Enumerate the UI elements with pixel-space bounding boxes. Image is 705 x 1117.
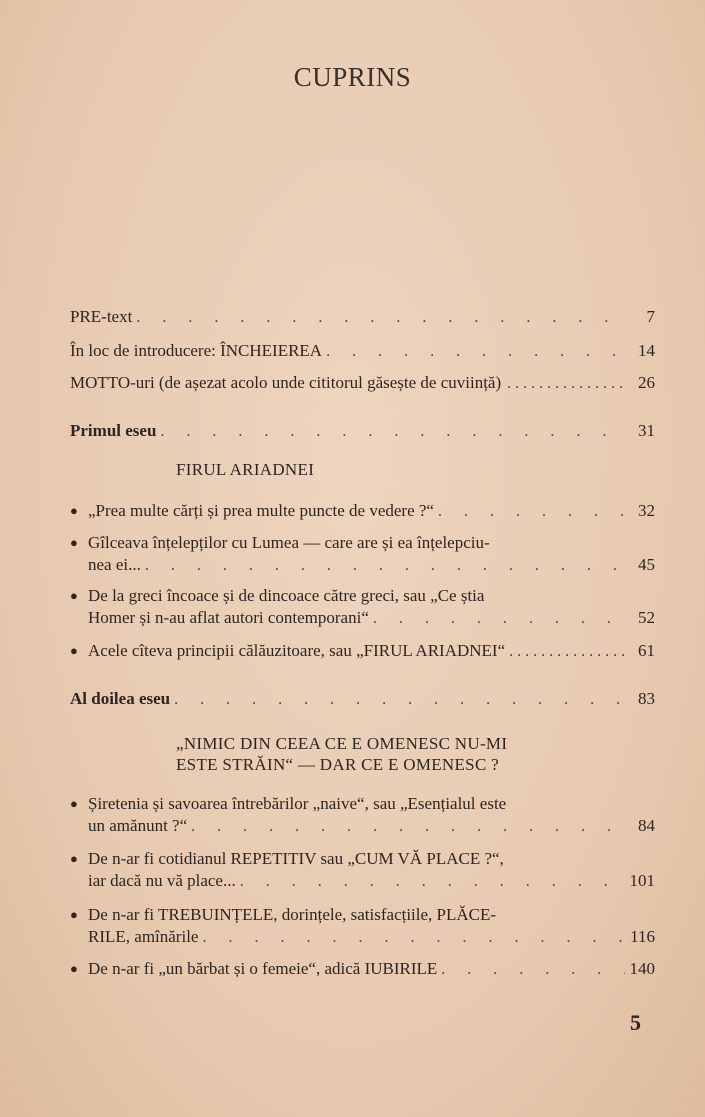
toc-entry-pretext <box>70 307 655 328</box>
bullet-icon: ● <box>70 961 78 976</box>
entry-page: 31 <box>638 421 655 440</box>
entry-text: MOTTO-uri (de așezat acolo unde cititorul găsește de cuviință) <box>70 373 502 392</box>
entry-text-line1: Șiretenia și savoarea întrebărilor „naive“, sau „Esențialul este <box>88 794 507 813</box>
entry-text-line2: iar dacă nu vă place... <box>88 871 236 890</box>
entry-page: 116 <box>630 927 655 946</box>
leader-gap <box>507 374 623 394</box>
leader-dots <box>191 817 625 837</box>
entry-text-line2: Homer și n-au aflat autori contemporani“ <box>88 608 369 627</box>
page-number: 5 <box>630 1010 641 1035</box>
entry-text: „Prea multe cărți și prea multe puncte de vedere ?“ <box>88 501 434 520</box>
entry-text-line2: RILE, amînările <box>88 927 199 946</box>
leader-dots <box>145 556 625 576</box>
entry-text: Primul eseu <box>70 421 157 440</box>
entry-page: 45 <box>638 555 655 574</box>
toc-entry-bullet-5 <box>70 794 655 837</box>
entry-page: 7 <box>646 307 655 326</box>
entry-text: Acele cîteva principii călăuzitoare, sau „FIRUL ARIADNEI“ <box>88 641 506 660</box>
leader-dots <box>202 928 625 948</box>
leader-dots <box>373 609 625 629</box>
entry-page: 52 <box>638 608 655 627</box>
entry-page: 14 <box>638 341 655 360</box>
leader-dots <box>326 342 625 362</box>
entry-page: 140 <box>629 959 655 978</box>
heading-line2: ESTE STRĂIN“ — DAR CE E OMENESC ? <box>176 755 499 774</box>
leader-gap <box>509 642 625 662</box>
entry-text: Al doilea eseu <box>70 689 171 708</box>
entry-page: 61 <box>638 641 655 660</box>
toc-entry-bullet-8 <box>70 959 655 980</box>
entry-page: 101 <box>629 871 655 890</box>
leader-dots <box>240 872 625 892</box>
toc-entry-bullet-6 <box>70 849 655 892</box>
bullet-icon: ● <box>70 588 78 603</box>
entry-text-line1: De n-ar fi cotidianul REPETITIV sau „CUM VĂ PLACE ?“, <box>88 849 504 868</box>
entry-text-line1: De la greci încoace și de dincoace către greci, sau „Ce știa <box>88 586 485 605</box>
toc-entry-primul-eseu <box>70 421 655 442</box>
entry-page: 83 <box>638 689 655 708</box>
entry-text: În loc de introducere: ÎNCHEIEREA <box>70 341 323 360</box>
leader-dots <box>441 960 625 980</box>
bullet-icon: ● <box>70 535 78 550</box>
section-heading-firul: FIRUL ARIADNEI <box>176 460 315 479</box>
page-title: CUPRINS <box>293 62 412 92</box>
entry-text: PRE-text <box>70 307 133 326</box>
bullet-icon: ● <box>70 503 78 518</box>
toc-entry-bullet-2 <box>70 533 655 576</box>
toc-entry-motto <box>70 373 655 394</box>
bullet-icon: ● <box>70 851 78 866</box>
entry-text: De n-ar fi „un bărbat și o femeie“, adică IUBIRILE <box>88 959 438 978</box>
leader-dots <box>438 502 625 522</box>
toc-entry-bullet-4 <box>70 641 655 662</box>
toc-entry-bullet-1 <box>70 501 655 522</box>
bullet-icon: ● <box>70 643 78 658</box>
toc-entry-intro <box>70 341 655 362</box>
leader-dots <box>136 308 625 328</box>
entry-page: 32 <box>638 501 655 520</box>
heading-line1: „NIMIC DIN CEEA CE E OMENESC NU-MI <box>176 734 508 753</box>
toc-entry-bullet-7 <box>70 905 655 948</box>
entry-text-line1: De n-ar fi TREBUINȚELE, dorințele, satisfacțiile, PLĂCE- <box>88 905 497 924</box>
section-heading-nimic <box>176 733 646 775</box>
leader-dots <box>160 422 625 442</box>
toc-entry-al-doilea-eseu <box>70 689 655 710</box>
leader-dots <box>174 690 625 710</box>
entry-text-line1: Gîlceava înțelepților cu Lumea — care are și ea înțelepciu- <box>88 533 490 552</box>
entry-text-line2: nea ei... <box>88 555 141 574</box>
toc-entry-bullet-3 <box>70 586 655 629</box>
entry-text-line2: un amănunt ?“ <box>88 816 188 835</box>
bullet-icon: ● <box>70 907 78 922</box>
bullet-icon: ● <box>70 796 78 811</box>
entry-page: 84 <box>638 816 655 835</box>
entry-page: 26 <box>638 373 655 392</box>
